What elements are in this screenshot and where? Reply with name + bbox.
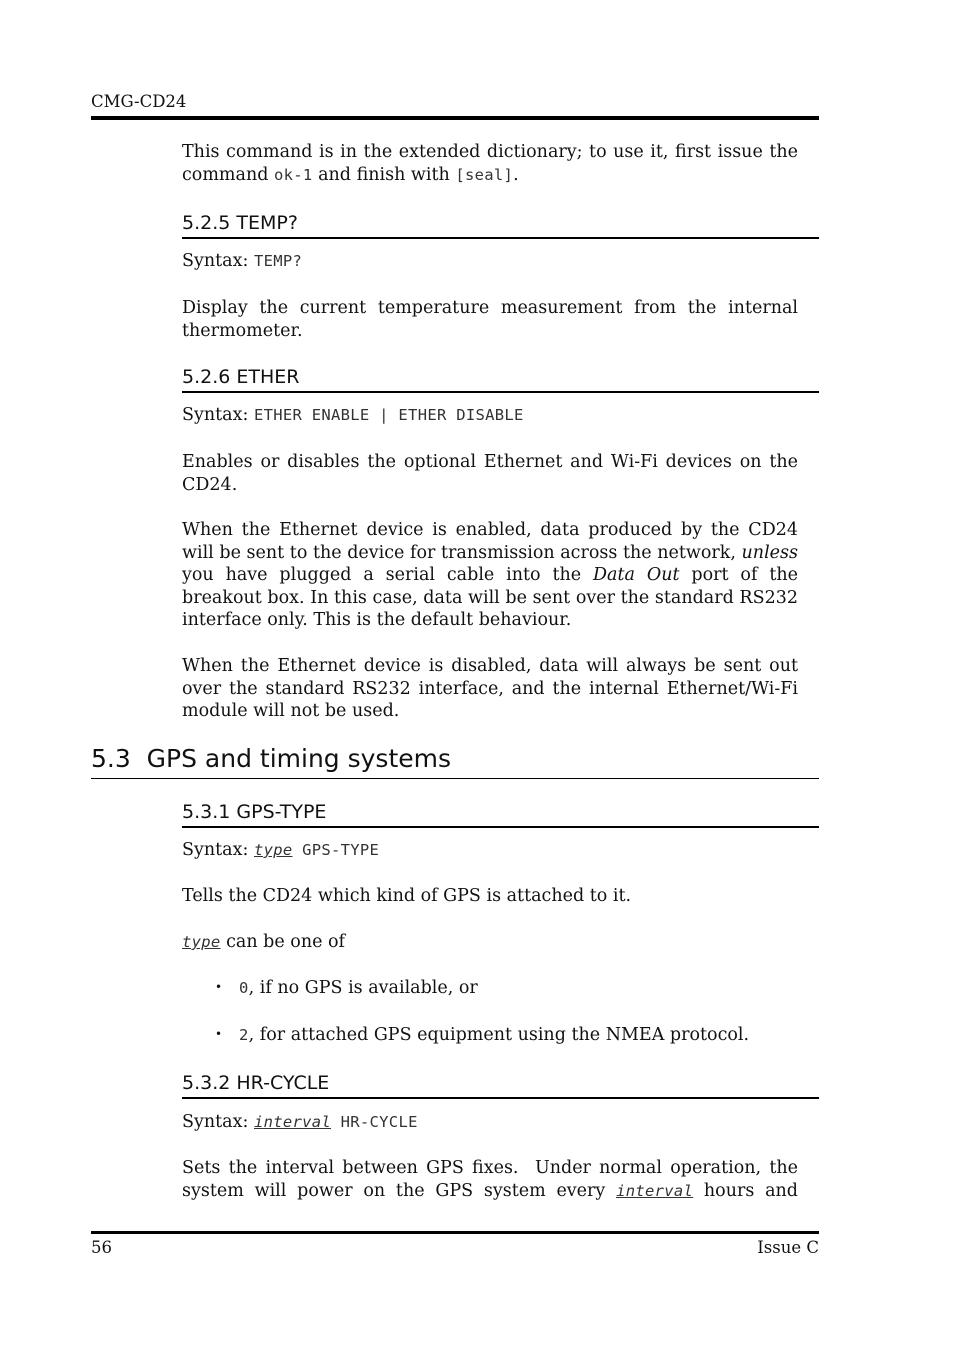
ether-paragraph-1-text: Enables or disables the optional Ethernet and Wi-Fi devices on the CD24. xyxy=(182,452,798,495)
syntax-param-type: type xyxy=(253,841,293,859)
ether-p2-text-b: you have plugged a serial cable into the xyxy=(182,565,594,585)
section-rule xyxy=(182,1097,819,1099)
section-rule xyxy=(91,778,819,779)
hrcycle-syntax xyxy=(182,1111,798,1134)
section-heading-label: 5.3 GPS and timing systems xyxy=(91,744,452,773)
section-heading-5-2-6 xyxy=(182,366,819,393)
options-intro-text: can be one of xyxy=(220,932,346,952)
temp-description xyxy=(182,297,798,342)
option-code: 2 xyxy=(239,1026,249,1044)
param-type: type xyxy=(182,933,221,951)
hrcycle-text-a: Sets the interval between GPS fixes. Under normal operation, the system will power on the GPS system every xyxy=(182,1158,804,1201)
section-heading-5-3-2 xyxy=(182,1072,819,1099)
ether-p2-emphasis-data-out: Data Out xyxy=(593,565,680,585)
param-interval: interval xyxy=(616,1181,694,1200)
gpstype-syntax xyxy=(182,839,798,862)
syntax-label: Syntax: xyxy=(182,840,254,860)
section-heading-5-3-1 xyxy=(182,801,819,828)
intro-text-1: This command is in the extended dictionary; to use it, first issue the command xyxy=(182,142,798,185)
footer-rule xyxy=(91,1231,819,1234)
temp-description-text: Display the current temperature measurement from the internal thermometer. xyxy=(182,298,798,341)
ether-paragraph-2 xyxy=(182,519,798,632)
syntax-label: Syntax: xyxy=(182,251,254,271)
temp-syntax xyxy=(182,250,798,273)
issue-label: Issue C xyxy=(757,1238,819,1257)
syntax-label: Syntax: xyxy=(182,1112,254,1132)
ether-p2-emphasis-unless: unless xyxy=(741,542,798,563)
section-heading-5-2-5 xyxy=(182,212,819,239)
header-rule xyxy=(91,116,819,120)
option-text: , for attached GPS equipment using the NMEA protocol. xyxy=(248,1025,750,1045)
section-heading-label: 5.3.2 HR-CYCLE xyxy=(182,1072,330,1094)
option-code: 0 xyxy=(239,979,249,997)
list-item xyxy=(215,1025,749,1045)
section-heading-5-3 xyxy=(91,744,819,779)
syntax-code: TEMP? xyxy=(253,252,303,270)
ether-paragraph-3 xyxy=(182,655,798,723)
intro-paragraph xyxy=(182,141,798,186)
running-title: CMG-CD24 xyxy=(91,92,187,111)
section-heading-label: 5.3.1 GPS-TYPE xyxy=(182,801,327,823)
ether-paragraph-3-text: When the Ethernet device is disabled, data will always be sent out over the standard RS232 interface, and the internal Ethernet/Wi-Fi module will not be used. xyxy=(182,656,798,721)
hrcycle-text-b: hours and xyxy=(693,1180,798,1201)
section-rule xyxy=(182,237,819,239)
gpstype-options-intro xyxy=(182,931,798,954)
ether-syntax xyxy=(182,404,798,427)
gpstype-description xyxy=(182,885,798,908)
syntax-code: ETHER ENABLE | ETHER DISABLE xyxy=(253,406,524,424)
section-heading-label: 5.2.6 ETHER xyxy=(182,366,300,388)
ether-p2-text-c: port of the breakout box. In this case, data will be sent over the standard RS232 interface only. This is the default behaviour. xyxy=(182,565,798,630)
intro-code-seal: [seal] xyxy=(455,165,514,184)
ether-paragraph-1 xyxy=(182,451,798,496)
section-rule xyxy=(182,826,819,828)
bullet-icon: • xyxy=(215,980,223,994)
option-text: , if no GPS is available, or xyxy=(248,978,478,998)
page-number: 56 xyxy=(91,1238,112,1257)
hrcycle-description xyxy=(182,1157,804,1202)
syntax-param-interval: interval xyxy=(253,1113,332,1131)
bullet-icon: • xyxy=(215,1027,223,1041)
gpstype-description-text: Tells the CD24 which kind of GPS is attached to it. xyxy=(182,886,632,906)
intro-text-3: . xyxy=(513,164,519,185)
list-item xyxy=(215,978,478,998)
ether-p2-text-a: When the Ethernet device is enabled, data produced by the CD24 will be sent to the device for transmission across the network, xyxy=(182,520,798,563)
section-rule xyxy=(182,391,819,393)
intro-code-ok1: ok-1 xyxy=(274,165,313,184)
section-heading-label: 5.2.5 TEMP? xyxy=(182,212,298,234)
intro-text-2: and finish with xyxy=(312,164,456,185)
syntax-code: GPS-TYPE xyxy=(292,841,380,859)
syntax-label: Syntax: xyxy=(182,405,254,425)
syntax-code: HR-CYCLE xyxy=(331,1113,418,1131)
